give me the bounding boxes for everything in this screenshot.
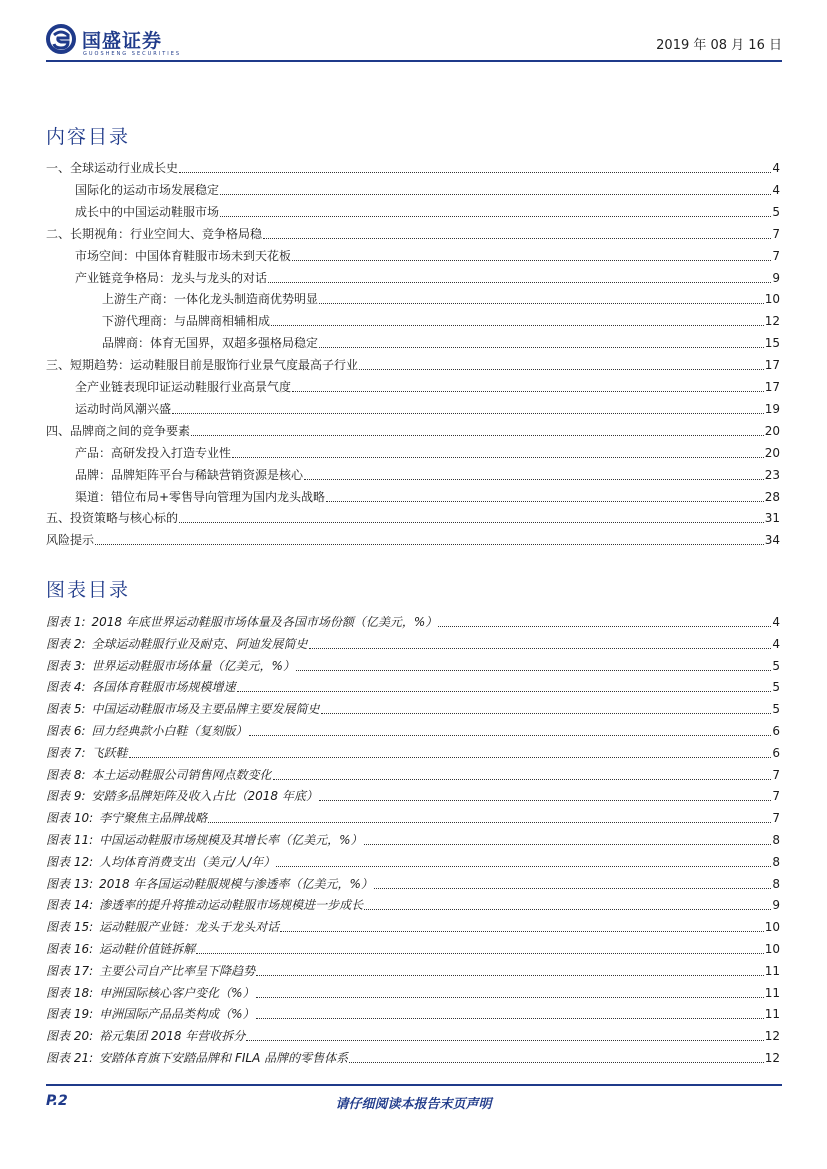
toc-entry-title: 产业链竞争格局：龙头与龙头的对话 [75, 270, 268, 285]
figure-label: 图表 7: [46, 745, 86, 760]
figure-leader-dots [309, 644, 772, 649]
toc-leader-dots [292, 256, 771, 261]
figure-leader-dots [256, 1014, 764, 1019]
toc-entry[interactable] [102, 333, 780, 351]
toc-entry-title: 全产业链表现印证运动鞋服行业高景气度 [75, 380, 292, 394]
figure-page: 10 [764, 920, 780, 935]
figure-title: 运动鞋服产业链：龙头于龙头对话 [99, 920, 280, 935]
figure-page: 4 [772, 636, 780, 651]
toc-entry[interactable] [75, 465, 780, 483]
company-logo [46, 22, 186, 62]
toc-leader-dots [220, 190, 771, 195]
figure-title: 飞跃鞋 [91, 745, 128, 760]
toc-leader-dots [326, 497, 764, 502]
toc-entry-page: 28 [764, 489, 780, 504]
figure-leader-dots [249, 731, 772, 736]
figure-title: 本土运动鞋服公司销售网点数变化 [91, 767, 272, 782]
figure-label: 图表 18: [46, 985, 94, 1000]
figure-label: 图表 1: [46, 615, 86, 629]
toc-entry[interactable] [75, 202, 780, 220]
figure-title: 世界运动鞋服市场体量（亿美元，%） [91, 658, 295, 673]
figure-entry[interactable] [46, 786, 780, 804]
toc-leader-dots [304, 475, 764, 480]
figure-leader-dots [237, 687, 772, 692]
toc-entry-title: 上游生产商：一体化龙头制造商优势明显 [102, 292, 319, 307]
figure-entry[interactable] [46, 612, 780, 630]
toc-entry-title: 四、品牌商之间的竞争要素 [46, 423, 191, 438]
toc-entry[interactable] [75, 487, 780, 505]
logo-chinese-name: 国盛证券 [82, 30, 163, 52]
toc-leader-dots [179, 168, 771, 173]
toc-entry[interactable] [75, 268, 780, 286]
figure-title: 安踏体育旗下安踏品牌和 FILA 品牌的零售体系 [99, 1051, 349, 1065]
figure-entry[interactable] [46, 939, 780, 957]
toc-entry[interactable] [46, 355, 780, 373]
figure-title: 人均体育消费支出（美元/人/年） [99, 854, 276, 869]
toc-entry-title: 产品：高研发投入打造专业性 [75, 445, 232, 460]
page-header [46, 22, 782, 62]
figure-page: 6 [772, 724, 780, 738]
figure-entry[interactable] [46, 917, 780, 935]
toc-entry-title: 品牌：品牌矩阵平台与稀缺营销资源是核心 [75, 467, 304, 482]
toc-entry-title: 成长中的中国运动鞋服市场 [75, 204, 220, 219]
figure-title: 李宁聚焦主品牌战略 [99, 811, 208, 826]
figure-page: 4 [772, 615, 780, 629]
figure-page: 8 [772, 854, 780, 869]
figure-label: 图表 16: [46, 942, 94, 956]
figure-label: 图表 15: [46, 920, 94, 935]
toc-entry-title: 渠道：错位布局+零售导向管理为国内龙头战略 [75, 489, 326, 504]
toc-entry-title: 品牌商：体育无国界，双超多强格局稳定 [102, 336, 319, 351]
figure-title: 中国运动鞋服市场及主要品牌主要发展简史 [91, 702, 320, 717]
figure-entry[interactable] [46, 1026, 780, 1044]
figure-label: 图表 21: [46, 1051, 94, 1065]
toc-leader-dots [359, 365, 764, 370]
toc-leader-dots [319, 343, 764, 348]
figure-title: 申洲国际核心客户变化（%） [99, 985, 255, 1000]
figure-title: 各国体育鞋服市场规模增速 [91, 680, 236, 695]
figure-leader-dots [129, 753, 772, 758]
toc-entry-page: 20 [764, 445, 780, 460]
toc-entry-title: 一、全球运动行业成长史 [46, 161, 179, 175]
toc-entry-page: 17 [764, 380, 780, 394]
toc-entry-page: 31 [764, 511, 780, 526]
figure-label: 图表 17: [46, 963, 94, 978]
footer-disclaimer: 请仔细阅读本报告末页声明 [335, 1097, 492, 1112]
toc-entry[interactable] [46, 158, 780, 176]
figure-leader-dots [438, 622, 771, 627]
figure-title: 2018 年各国运动鞋服规模与渗透率（亿美元，%） [99, 876, 373, 891]
toc-leader-dots [268, 278, 771, 283]
figure-entry[interactable] [46, 895, 780, 913]
toc-entry-page: 7 [772, 248, 780, 263]
toc-leader-dots [232, 453, 764, 458]
guosheng-logo-icon [46, 24, 76, 54]
toc-leader-dots [271, 321, 764, 326]
figure-leader-dots [208, 818, 771, 823]
figure-title: 中国运动鞋服市场规模及其增长率（亿美元，%） [99, 833, 363, 847]
figure-entry[interactable] [46, 874, 780, 892]
figure-leader-dots [321, 709, 772, 714]
figure-label: 图表 4: [46, 680, 86, 695]
footer-page-number: P.2 [46, 1093, 68, 1109]
toc-entry[interactable] [75, 443, 780, 461]
toc-leader-dots [95, 540, 764, 545]
figure-entry[interactable] [46, 677, 780, 695]
figure-label: 图表 20: [46, 1029, 94, 1044]
toc-entry[interactable] [46, 508, 780, 526]
toc-entry-page: 23 [764, 467, 780, 482]
toc-entry-page: 34 [764, 533, 780, 548]
toc-leader-dots [179, 518, 764, 523]
figure-leader-dots [296, 666, 771, 671]
figures-title: 图表目录 [46, 579, 131, 601]
figure-entry[interactable] [46, 808, 780, 826]
figure-label: 图表 3: [46, 658, 86, 673]
figure-label: 图表 13: [46, 876, 94, 891]
figure-page: 5 [772, 702, 780, 717]
figure-title: 安踏多品牌矩阵及收入占比（2018 年底） [91, 789, 318, 804]
figure-label: 图表 14: [46, 898, 94, 913]
figure-entry[interactable] [46, 699, 780, 717]
figure-page: 9 [772, 898, 780, 913]
figure-leader-dots [364, 905, 771, 910]
toc-entry-page: 4 [772, 182, 780, 197]
toc-entry-title: 运动时尚风潮兴盛 [75, 401, 172, 416]
figure-page: 6 [772, 745, 780, 760]
figure-page: 7 [772, 767, 780, 782]
toc-entry-page: 19 [764, 401, 780, 416]
toc-entry-page: 12 [764, 314, 780, 329]
figure-title: 申洲国际产品品类构成（%） [99, 1007, 255, 1022]
figure-leader-dots [196, 949, 764, 954]
figure-title: 渗透率的提升将推动运动鞋服市场规模进一步成长 [99, 898, 364, 913]
figure-page: 12 [764, 1051, 780, 1065]
toc-entry-title: 下游代理商：与品牌商相辅相成 [102, 314, 271, 329]
figure-label: 图表 9: [46, 789, 86, 804]
figure-page: 11 [764, 963, 780, 978]
figure-page: 11 [764, 985, 780, 1000]
figure-leader-dots [246, 1036, 763, 1041]
header-divider [46, 60, 782, 62]
figure-entry[interactable] [46, 656, 780, 674]
figure-label: 图表 19: [46, 1007, 94, 1022]
figure-title: 裕元集团 2018 年营收拆分 [99, 1029, 246, 1044]
figure-title: 主要公司自产比率呈下降趋势 [99, 963, 256, 978]
toc-leader-dots [191, 431, 764, 436]
figure-page: 7 [772, 811, 780, 826]
figure-label: 图表 6: [46, 724, 86, 738]
figure-leader-dots [319, 796, 772, 801]
toc-leader-dots [319, 299, 764, 304]
toc-entry-page: 20 [764, 423, 780, 438]
figure-title: 运动鞋价值链拆解 [99, 942, 196, 956]
toc-leader-dots [172, 409, 764, 414]
toc-entry-title: 三、短期趋势：运动鞋服目前是服饰行业景气度最高子行业 [46, 358, 359, 373]
figure-leader-dots [280, 927, 764, 932]
toc-entry-page: 7 [772, 226, 780, 241]
figure-entry[interactable] [46, 743, 780, 761]
figure-leader-dots [364, 840, 772, 845]
figure-page: 10 [764, 942, 780, 956]
figure-page: 7 [772, 789, 780, 804]
figure-leader-dots [374, 884, 771, 889]
figure-entry[interactable] [46, 721, 780, 739]
toc-entry-page: 10 [764, 292, 780, 307]
logo-english-name: GUOSHENG SECURITIES [83, 51, 182, 57]
figure-entry[interactable] [46, 1004, 780, 1022]
toc-leader-dots [220, 212, 771, 217]
toc-entry-title: 五、投资策略与核心标的 [46, 511, 179, 526]
toc-leader-dots [292, 387, 764, 392]
toc-entry[interactable] [46, 421, 780, 439]
toc-title: 内容目录 [46, 126, 131, 148]
figure-entry[interactable] [46, 961, 780, 979]
figure-page: 8 [772, 833, 780, 847]
toc-entry-title: 市场空间：中国体育鞋服市场未到天花板 [75, 248, 292, 263]
toc-entry-page: 15 [764, 336, 780, 351]
figure-entry[interactable] [46, 852, 780, 870]
figure-leader-dots [349, 1058, 764, 1063]
figure-entry[interactable] [46, 634, 780, 652]
footer-divider [46, 1084, 782, 1086]
toc-entry-page: 4 [772, 161, 780, 175]
figure-entry[interactable] [46, 983, 780, 1001]
figure-page: 12 [764, 1029, 780, 1044]
toc-entry[interactable] [75, 399, 780, 417]
toc-entry-title: 国际化的运动市场发展稳定 [75, 182, 220, 197]
figure-title: 全球运动鞋服行业及耐克、阿迪发展简史 [91, 636, 308, 651]
figure-label: 图表 12: [46, 854, 94, 869]
figure-title: 回力经典款小白鞋（复刻版） [91, 724, 248, 738]
figure-label: 图表 8: [46, 767, 86, 782]
figure-leader-dots [256, 971, 764, 976]
figure-leader-dots [256, 993, 764, 998]
toc-entry[interactable] [102, 311, 780, 329]
figure-entry[interactable] [46, 830, 780, 848]
figure-entry[interactable] [46, 1048, 780, 1066]
figure-page: 5 [772, 658, 780, 673]
figure-leader-dots [273, 775, 772, 780]
figure-page: 5 [772, 680, 780, 695]
toc-entry[interactable] [75, 377, 780, 395]
toc-entry-page: 5 [772, 204, 780, 219]
figure-entry[interactable] [46, 765, 780, 783]
toc-entry[interactable] [75, 180, 780, 198]
figure-label: 图表 11: [46, 833, 94, 847]
toc-entry[interactable] [46, 224, 780, 242]
toc-entry[interactable] [75, 246, 780, 264]
toc-entry-title: 二、长期视角：行业空间大、竞争格局稳 [46, 226, 263, 241]
figure-leader-dots [276, 862, 771, 867]
figure-label: 图表 5: [46, 702, 86, 717]
figure-label: 图表 2: [46, 636, 86, 651]
toc-leader-dots [263, 234, 771, 239]
figure-label: 图表 10: [46, 811, 94, 826]
toc-entry[interactable] [102, 289, 780, 307]
figure-page: 8 [772, 876, 780, 891]
toc-entry-title: 风险提示 [46, 533, 95, 548]
toc-entry-page: 17 [764, 358, 780, 373]
figure-page: 11 [764, 1007, 780, 1022]
toc-entry-page: 9 [772, 270, 780, 285]
figure-title: 2018 年底世界运动鞋服市场体量及各国市场份额（亿美元，%） [91, 615, 438, 629]
report-date: 2019 年 08 月 16 日 [656, 38, 782, 53]
toc-entry[interactable] [46, 530, 780, 548]
